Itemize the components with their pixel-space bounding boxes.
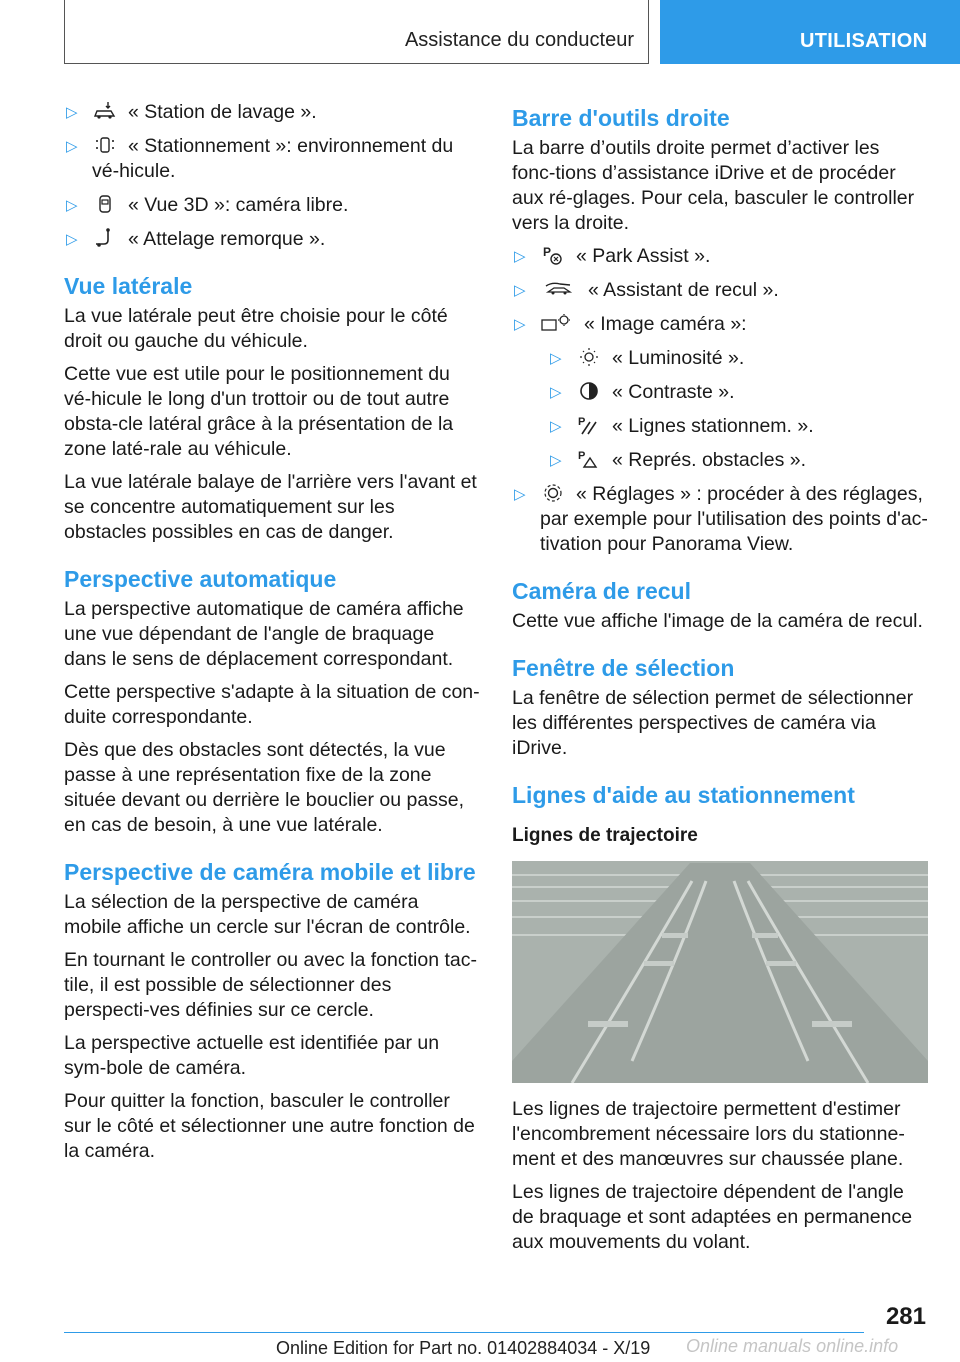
- paragraph: Cette perspective s'adapte à la situation de con-duite correspondante.: [64, 681, 480, 728]
- bullet-triangle-icon: ▷: [514, 316, 526, 333]
- list-item-sub: [512, 448, 928, 473]
- list-item-text: « Réglages » : procéder à des réglages, par exemple pour l'utilisation des points d'ac-tivation pour Panorama View.: [540, 483, 928, 555]
- footer-edition: Online Edition for Part no. 01402884034 - X/19: [276, 1338, 651, 1358]
- list-item-text: « Contraste ».: [612, 381, 735, 403]
- paragraph: Pour quitter la fonction, basculer le controller sur le côté et sélectionner une autre fonction de la caméra.: [64, 1090, 475, 1162]
- park-assist-icon: [540, 244, 566, 266]
- list-item-text: « Attelage remorque ».: [128, 228, 326, 250]
- section-title-right-toolbar: Barre d'outils droite: [512, 105, 730, 131]
- list-item: [512, 278, 928, 303]
- right-toolbar-list: [512, 244, 928, 557]
- list-item: [64, 193, 480, 218]
- bullet-triangle-icon: ▷: [66, 231, 78, 248]
- paragraph: La perspective automatique de caméra affiche une vue dépendant de l'angle de braquage dans le sens de déplacement correspondant.: [64, 598, 464, 670]
- brightness-icon: [576, 346, 602, 368]
- list-item-sub: [512, 380, 928, 405]
- paragraph: La barre d’outils droite permet d’activer les fonc-tions d’assistance iDrive et de procéder aux ré-glages. Pour cela, basculer le controller vers la droite.: [512, 137, 915, 234]
- bullet-triangle-icon: ▷: [514, 282, 526, 299]
- section-title-parking-lines: Lignes d'aide au stationnement: [512, 782, 855, 808]
- bullet-triangle-icon: ▷: [550, 384, 562, 401]
- parking-surroundings-icon: [92, 134, 118, 156]
- parking-lines-icon: [576, 414, 602, 436]
- car-wash-icon: [92, 100, 118, 122]
- bullet-triangle-icon: ▷: [66, 104, 78, 121]
- paragraph: Cette vue est utile pour le positionnement du vé-hicule le long d'un trottoir ou de tout autre obsta-cle latéral grâce à la présentation de la zone laté-rale au véhicule.: [64, 363, 454, 460]
- list-item-text: « Image caméra »:: [584, 313, 747, 335]
- list-item-sub: [512, 414, 928, 439]
- paragraph: Les lignes de trajectoire dépendent de l'angle de braquage et sont adaptées en permanence aux mouvements du volant.: [512, 1181, 913, 1253]
- reversing-assistant-icon: [540, 278, 578, 300]
- header-chapter-title: UTILISATION: [800, 30, 928, 52]
- paragraph: Les lignes de trajectoire permettent d'estimer l'encombrement nécessaire lors du stationne-ment et des manœuvres sur chaussée plane.: [512, 1098, 905, 1170]
- paragraph: La fenêtre de sélection permet de sélectionner les différentes perspectives de caméra via iDrive.: [512, 687, 914, 759]
- settings-gear-icon: [540, 482, 566, 504]
- section-title-automatic-perspective: Perspective automatique: [64, 566, 337, 592]
- obstacle-marking-icon: [576, 448, 602, 470]
- header-section-title: Assistance du conducteur: [404, 29, 634, 51]
- paragraph: Cette vue affiche l'image de la caméra de recul.: [512, 610, 923, 632]
- bullet-triangle-icon: ▷: [66, 197, 78, 214]
- bullet-triangle-icon: ▷: [550, 350, 562, 367]
- bullet-triangle-icon: ▷: [550, 452, 562, 469]
- page-number: 281: [885, 1303, 926, 1330]
- car-3d-view-icon: [92, 193, 118, 215]
- subsection-title-trajectory-lines: Lignes de trajectoire: [512, 825, 698, 846]
- section-title-selection-window: Fenêtre de sélection: [512, 655, 735, 681]
- paragraph: La vue latérale balaye de l'arrière vers l'avant et se concentre automatiquement sur les obstacles possibles en cas de danger.: [64, 471, 477, 543]
- list-item: [512, 244, 928, 269]
- paragraph: La perspective actuelle est identifiée par un sym-bole de caméra.: [64, 1032, 440, 1079]
- paragraph: Dès que des obstacles sont détectés, la vue passe à une représentation fixe de la zone située devant ou derrière le bouclier ou passe, en cas de besoin, à une vue latérale.: [64, 739, 464, 836]
- contrast-icon: [576, 380, 602, 402]
- svg-text:P: P: [543, 245, 552, 259]
- list-item-sub: [512, 346, 928, 371]
- left-column: [64, 100, 480, 1172]
- section-title-rear-camera: Caméra de recul: [512, 578, 691, 604]
- list-item-text: « Lignes stationnem. ».: [612, 415, 814, 437]
- list-item: [64, 227, 480, 252]
- footer-watermark: Online manuals online.info: [686, 1336, 899, 1356]
- bullet-triangle-icon: ▷: [514, 486, 526, 503]
- trailer-hitch-icon: [92, 227, 118, 249]
- list-item-text: « Park Assist ».: [576, 245, 711, 267]
- list-item-text: « Stationnement »: environnement du vé-hicule.: [92, 135, 454, 182]
- trajectory-lines-illustration: [512, 861, 928, 1083]
- section-title-free-camera: Perspective de caméra mobile et libre: [64, 859, 476, 885]
- left-function-list: [64, 100, 480, 252]
- camera-image-settings-icon: [540, 312, 574, 334]
- paragraph: La vue latérale peut être choisie pour le côté droit ou gauche du véhicule.: [64, 305, 448, 352]
- list-item: [512, 482, 928, 557]
- list-item: [512, 312, 928, 337]
- list-item-text: « Station de lavage ».: [128, 101, 317, 123]
- bullet-triangle-icon: ▷: [514, 248, 526, 265]
- bullet-triangle-icon: ▷: [550, 418, 562, 435]
- section-title-side-view: Vue latérale: [64, 273, 193, 299]
- right-column: [512, 100, 928, 1263]
- list-item-text: « Assistant de recul ».: [588, 279, 779, 301]
- header-section-box: [64, 0, 649, 64]
- svg-text:P: P: [578, 450, 586, 462]
- list-item: [64, 100, 480, 125]
- paragraph: En tournant le controller ou avec la fonction tac-tile, il est possible de sélectionner des perspecti-ves définies sur ce cercle.: [64, 949, 477, 1021]
- svg-text:P: P: [578, 416, 586, 428]
- paragraph: La sélection de la perspective de caméra mobile affiche un cercle sur l'écran de contrôle.: [64, 891, 471, 938]
- list-item-text: « Représ. obstacles ».: [612, 449, 807, 471]
- footer-divider: [64, 1332, 864, 1333]
- header-chapter-tab: [660, 0, 960, 64]
- list-item-text: « Luminosité ».: [612, 347, 745, 369]
- list-item: [64, 134, 480, 184]
- bullet-triangle-icon: ▷: [66, 138, 78, 155]
- list-item-text: « Vue 3D »: caméra libre.: [128, 194, 349, 216]
